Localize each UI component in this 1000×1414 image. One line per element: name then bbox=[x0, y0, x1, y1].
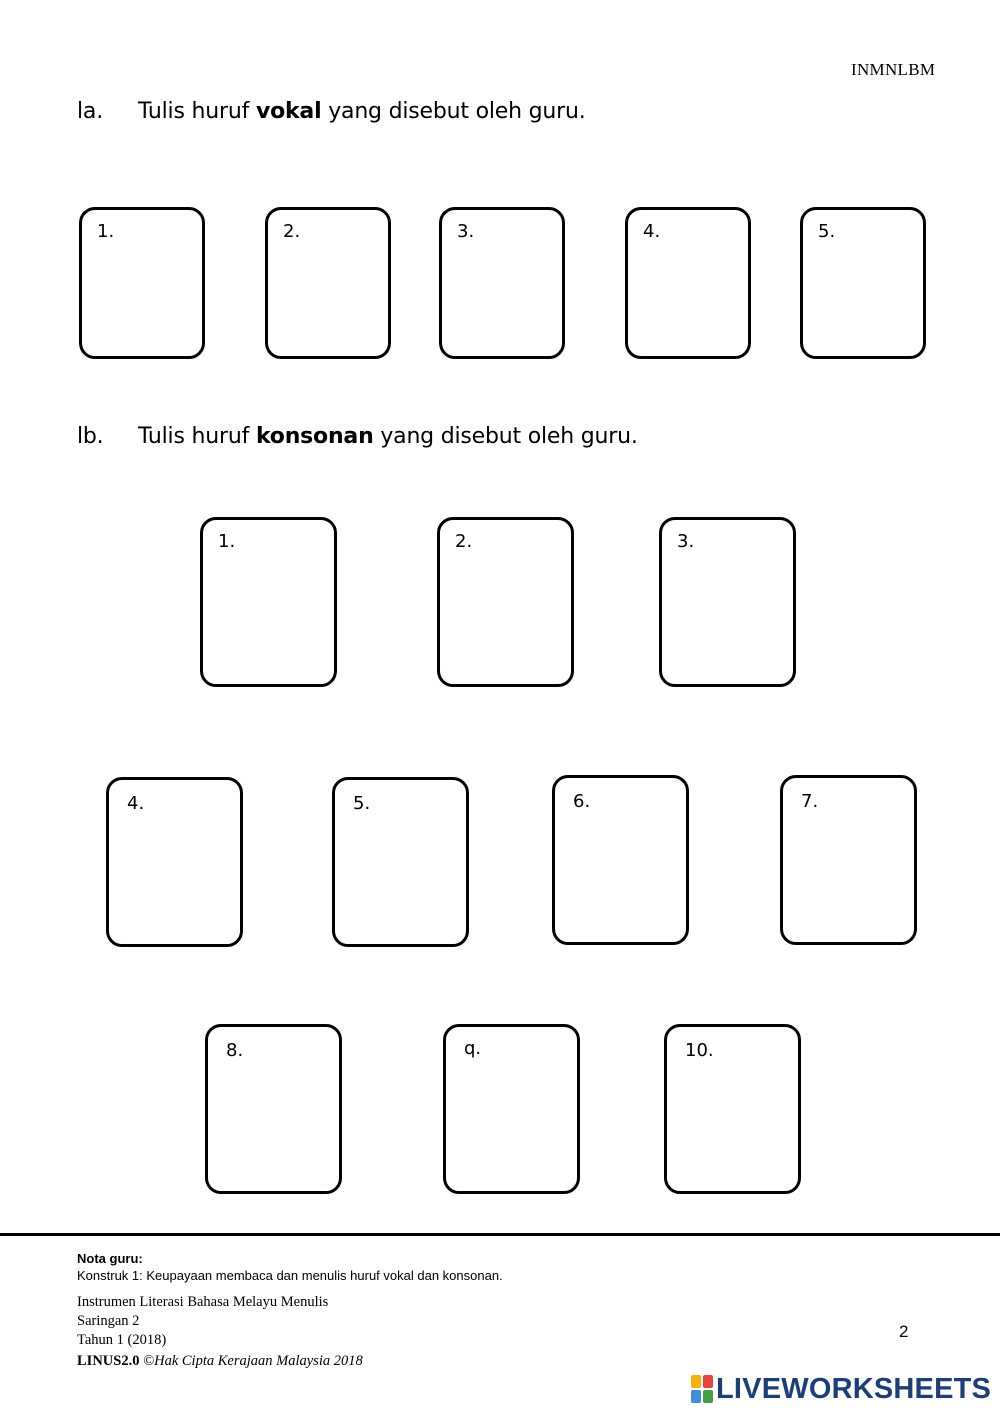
box-label: 4. bbox=[127, 793, 145, 814]
question-number: lb. bbox=[77, 424, 104, 449]
watermark-text: LIVEWORKSHEETS bbox=[716, 1373, 992, 1405]
footer-saringan: Saringan 2 bbox=[77, 1313, 140, 1329]
answer-box-konsonan-7[interactable] bbox=[780, 775, 917, 945]
answer-box-konsonan-5[interactable] bbox=[332, 777, 469, 947]
box-label: 5. bbox=[818, 221, 836, 242]
answer-box-konsonan-10[interactable] bbox=[664, 1024, 801, 1194]
box-label: 3. bbox=[457, 221, 475, 242]
question-text: Tulis huruf vokal yang disebut oleh guru. bbox=[138, 99, 586, 124]
answer-box-konsonan-3[interactable] bbox=[659, 517, 796, 687]
answer-box-konsonan-1[interactable] bbox=[200, 517, 337, 687]
box-label: 2. bbox=[455, 531, 473, 552]
box-label: 4. bbox=[643, 221, 661, 242]
footer-instrument: Instrumen Literasi Bahasa Melayu Menulis bbox=[77, 1294, 329, 1310]
keyword-vokal: vokal bbox=[255, 99, 322, 124]
footer-copyright-text: ©Hak Cipta Kerajaan Malaysia 2018 bbox=[143, 1353, 363, 1369]
question-lb bbox=[77, 424, 777, 454]
box-label: 6. bbox=[573, 791, 591, 812]
box-label: 8. bbox=[226, 1040, 244, 1061]
liveworksheets-logo-icon bbox=[691, 1375, 713, 1403]
box-label: 2. bbox=[283, 221, 301, 242]
answer-box-konsonan-2[interactable] bbox=[437, 517, 574, 687]
liveworksheets-watermark bbox=[691, 1372, 991, 1406]
answer-box-vokal-2[interactable] bbox=[265, 207, 391, 359]
question-number: la. bbox=[77, 99, 103, 124]
box-label: 3. bbox=[677, 531, 695, 552]
box-label: 1. bbox=[97, 221, 115, 242]
note-text: Konstruk 1: Keupayaan membaca dan menulis huruf vokal dan konsonan. bbox=[77, 1268, 503, 1283]
page-number: 2 bbox=[899, 1322, 909, 1341]
answer-box-vokal-1[interactable] bbox=[79, 207, 205, 359]
answer-box-vokal-5[interactable] bbox=[800, 207, 926, 359]
question-la bbox=[77, 99, 677, 129]
question-text: Tulis huruf konsonan yang disebut oleh guru. bbox=[138, 424, 638, 449]
note-heading: Nota guru: bbox=[77, 1251, 143, 1266]
box-label: 1. bbox=[218, 531, 236, 552]
keyword-konsonan: konsonan bbox=[255, 424, 374, 449]
box-label: 7. bbox=[801, 791, 819, 812]
answer-box-vokal-3[interactable] bbox=[439, 207, 565, 359]
answer-box-konsonan-9[interactable] bbox=[443, 1024, 580, 1194]
answer-box-vokal-4[interactable] bbox=[625, 207, 751, 359]
footer-copyright bbox=[77, 1353, 363, 1370]
document-code: INMNLBM bbox=[851, 60, 936, 79]
footer-brand: LINUS2.0 bbox=[77, 1353, 140, 1369]
box-label: q. bbox=[464, 1038, 482, 1059]
answer-box-konsonan-6[interactable] bbox=[552, 775, 689, 945]
footer-tahun: Tahun 1 (2018) bbox=[77, 1332, 167, 1348]
answer-box-konsonan-4[interactable] bbox=[106, 777, 243, 947]
answer-box-konsonan-8[interactable] bbox=[205, 1024, 342, 1194]
footer-divider bbox=[0, 1233, 1000, 1236]
box-label: 5. bbox=[353, 793, 371, 814]
box-label: 10. bbox=[685, 1040, 714, 1061]
